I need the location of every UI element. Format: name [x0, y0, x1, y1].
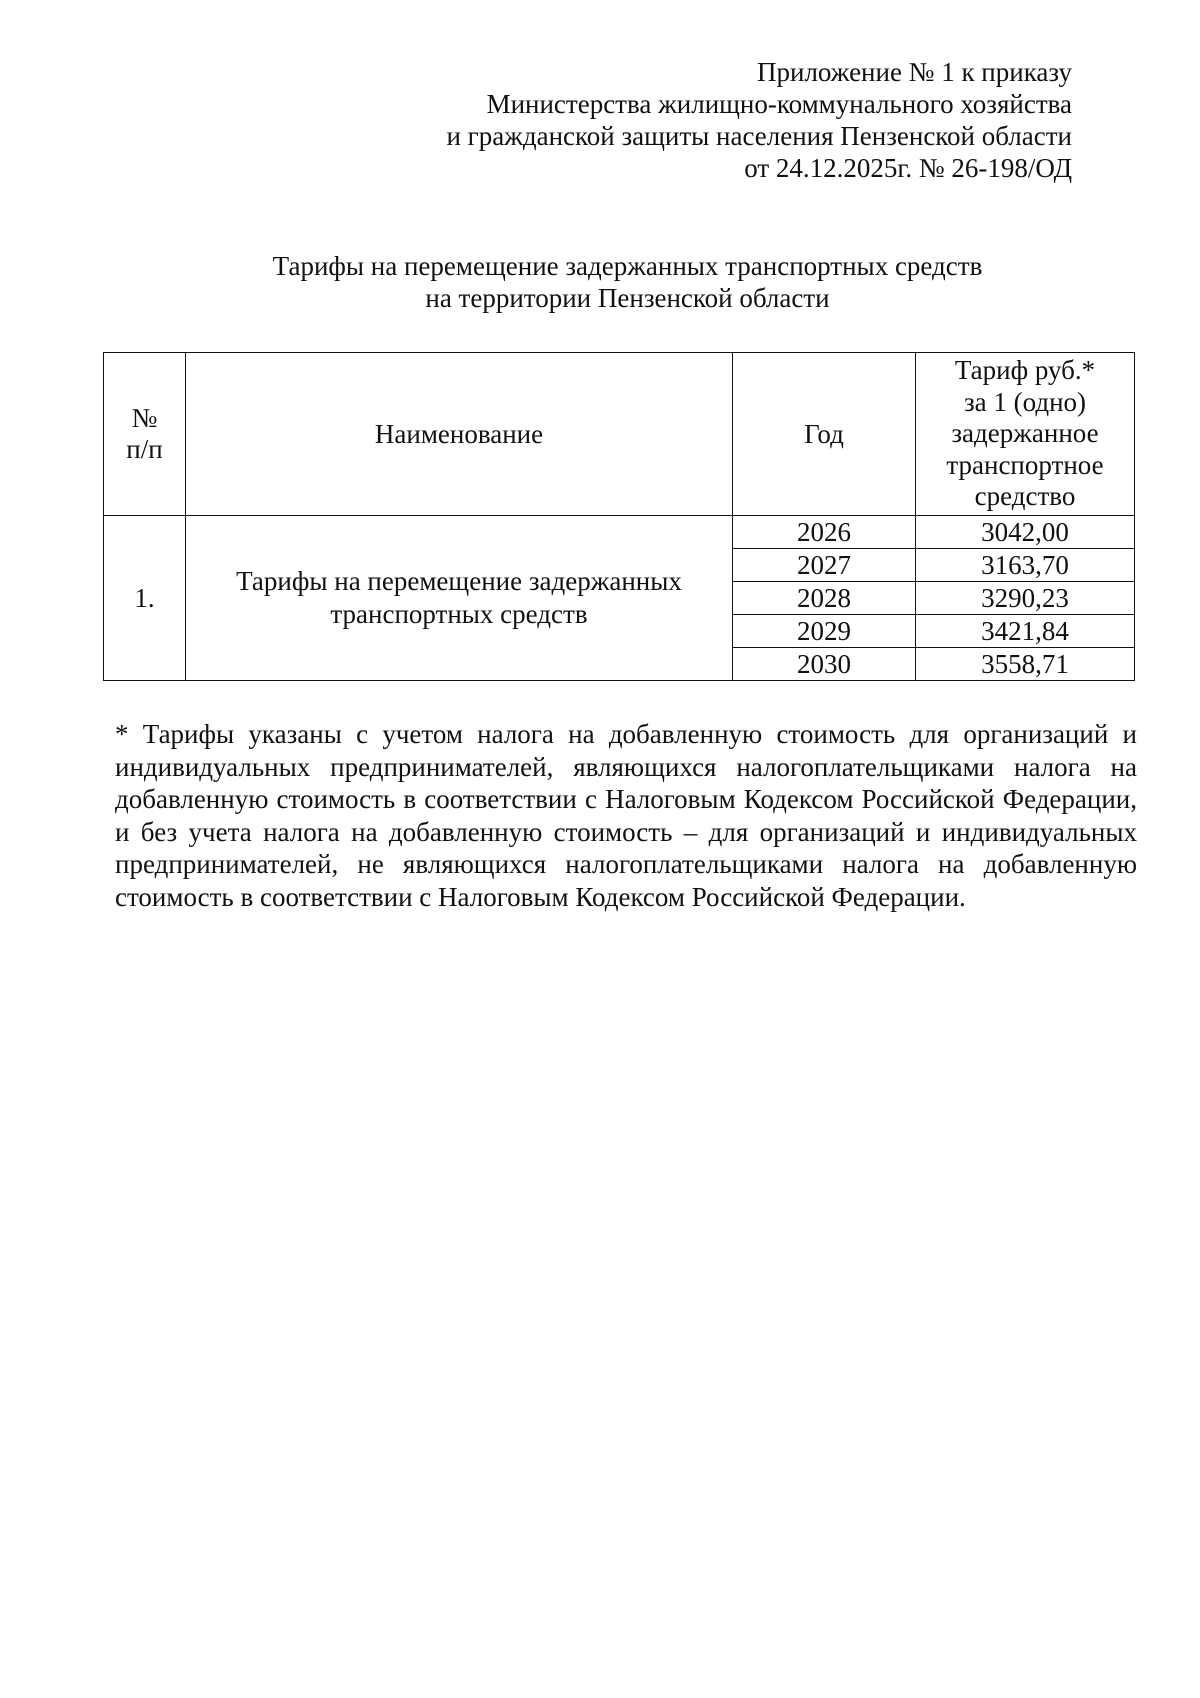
- appendix-line-3: и гражданской защиты населения Пензенской области: [446, 121, 1072, 151]
- year-cell: 2029: [733, 615, 916, 648]
- header-tariff: [916, 353, 1135, 516]
- header-tariff-line-4: транспортное: [946, 449, 1104, 480]
- table-row: [104, 516, 1135, 549]
- row-name-line-2: транспортных средств: [330, 599, 588, 629]
- row-name-line-1: Тарифы на перемещение задержанных: [236, 566, 682, 596]
- tariff-cell: 3163,70: [916, 549, 1135, 582]
- header-num-line-1: №: [131, 403, 158, 433]
- row-num: 1.: [104, 516, 186, 681]
- header-num: [104, 353, 186, 516]
- header-tariff-line-5: средство: [974, 481, 1076, 512]
- header-tariff-line-2: за 1 (одно): [963, 386, 1087, 417]
- title-line-2: на территории Пензенской области: [425, 283, 830, 313]
- footnote: * Тарифы указаны с учетом налога на добавленную стоимость для организаций и индивидуальных предпринимателей, являющихся налогоплательщиками налога на добавленную стоимость в соответствии с Налоговым Кодексом Российской Федерации, и без учета налога на добавленную стоимость – для организаций и индивидуальных предпринимателей, не являющихся налогоплательщиками налога на добавленную стоимость в соответствии с Налоговым Кодексом Российской Федерации.: [115, 719, 1137, 912]
- tariff-table: [103, 352, 1135, 681]
- appendix-line-4: от 24.12.2025г. № 26-198/ОД: [744, 153, 1072, 183]
- year-cell: 2027: [733, 549, 916, 582]
- tariff-cell: 3421,84: [916, 615, 1135, 648]
- appendix-line-2: Министерства жилищно-коммунального хозяйства: [486, 89, 1072, 119]
- header-tariff-line-3: задержанное: [951, 418, 1099, 449]
- tariff-cell: 3042,00: [916, 516, 1135, 549]
- row-name: [186, 516, 733, 681]
- appendix-line-1: Приложение № 1 к приказу: [757, 57, 1072, 87]
- year-cell: 2030: [733, 648, 916, 681]
- year-cell: 2026: [733, 516, 916, 549]
- tariff-cell: 3558,71: [916, 648, 1135, 681]
- table-header-row: [104, 353, 1135, 516]
- header-year: Год: [733, 353, 916, 516]
- year-cell: 2028: [733, 582, 916, 615]
- header-name: Наименование: [186, 353, 733, 516]
- document-title: [0, 250, 1200, 314]
- header-num-line-2: п/п: [126, 434, 163, 464]
- title-line-1: Тарифы на перемещение задержанных транспортных средств: [272, 251, 983, 281]
- header-tariff-line-1: Тариф руб.*: [954, 355, 1096, 386]
- appendix-header: [312, 56, 1072, 184]
- tariff-cell: 3290,23: [916, 582, 1135, 615]
